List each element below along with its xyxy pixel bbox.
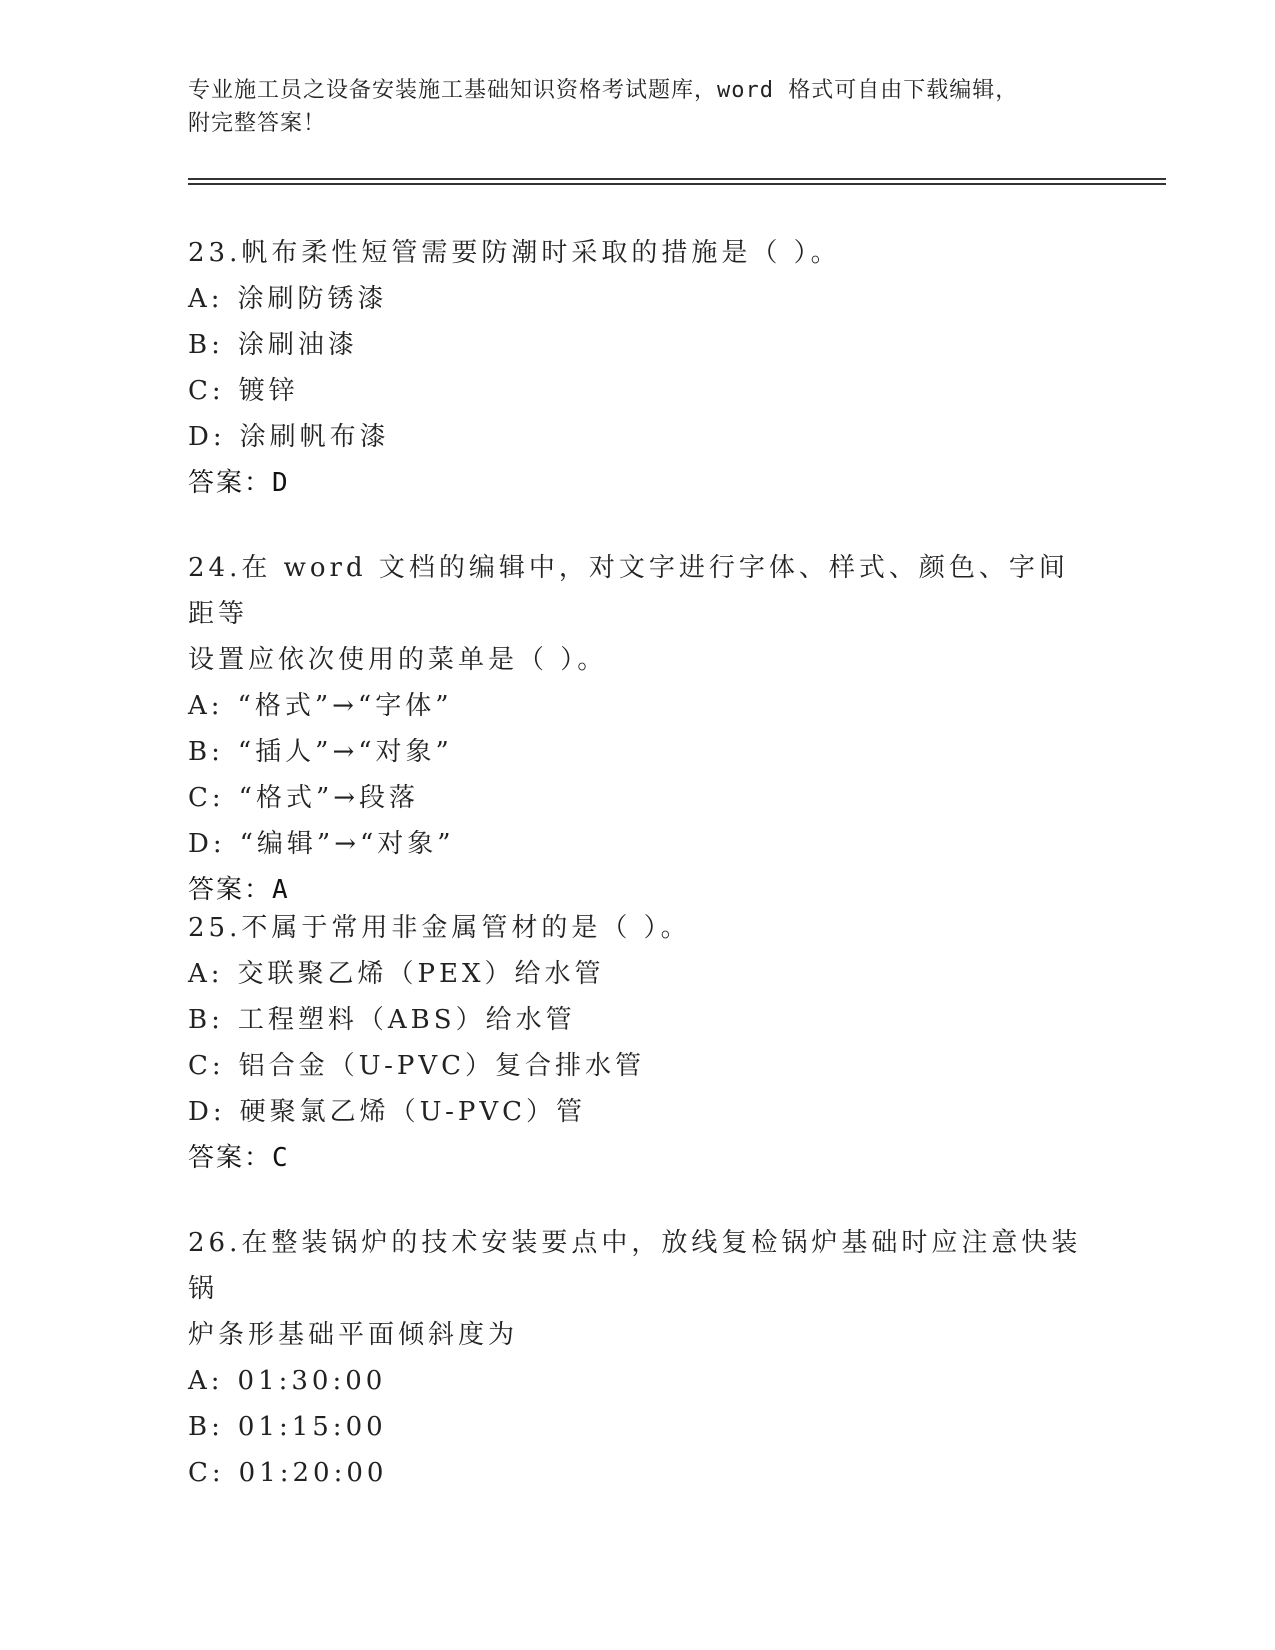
option-text: 硬聚氯乙烯（U-PVC）管 <box>239 1097 587 1127</box>
option-a <box>188 683 1088 729</box>
option-letter: D: <box>188 422 226 452</box>
question-25 <box>188 905 1088 1181</box>
option-c <box>188 368 1088 414</box>
question-26 <box>188 1220 1088 1496</box>
option-d <box>188 414 1088 460</box>
option-b <box>188 1404 1088 1450</box>
option-letter: C: <box>188 376 225 406</box>
option-letter: C: <box>188 783 225 813</box>
option-text: 工程塑料（ABS）给水管 <box>237 1005 576 1035</box>
option-text: 涂刷油漆 <box>237 330 358 360</box>
option-text: 涂刷帆布漆 <box>239 422 390 452</box>
option-a <box>188 276 1088 322</box>
header-line-2: 附完整答案！ <box>188 111 327 136</box>
option-text: 镀锌 <box>238 376 299 406</box>
option-letter: C: <box>188 1051 225 1081</box>
option-letter: D: <box>188 1097 226 1127</box>
option-d <box>188 1089 1088 1135</box>
option-text: “编辑”→“对象” <box>239 829 455 859</box>
option-c <box>188 1450 1088 1496</box>
option-text: “插人”→“对象” <box>237 737 453 767</box>
question-23 <box>188 230 1088 506</box>
option-letter: B: <box>188 1005 224 1035</box>
document-header <box>188 74 1068 140</box>
option-d <box>188 821 1088 867</box>
option-text: 01:30:00 <box>237 1366 387 1396</box>
option-text: 铝合金（U-PVC）复合排水管 <box>238 1051 646 1081</box>
answer-line: 答案：C <box>188 1143 290 1173</box>
option-text: “格式”→“字体” <box>237 691 453 721</box>
option-text: “格式”→段落 <box>238 783 420 813</box>
question-text-continued: 设置应依次使用的菜单是（ ）。 <box>188 645 608 675</box>
option-text: 涂刷防锈漆 <box>237 284 388 314</box>
option-text: 01:20:00 <box>238 1458 388 1488</box>
question-24 <box>188 545 1088 913</box>
question-text: 24.在 word 文档的编辑中，对文字进行字体、样式、颜色、字间距等 <box>188 553 1069 629</box>
option-c <box>188 775 1088 821</box>
option-letter: A: <box>188 691 224 721</box>
answer-line: 答案：D <box>188 468 290 498</box>
option-a <box>188 1358 1088 1404</box>
header-divider-bottom <box>188 183 1166 185</box>
option-letter: C: <box>188 1458 225 1488</box>
header-divider-top <box>188 178 1166 180</box>
question-text: 23.帆布柔性短管需要防潮时采取的措施是（ ）。 <box>188 238 841 268</box>
answer-line: 答案：A <box>188 875 290 905</box>
option-letter: A: <box>188 284 224 314</box>
option-letter: B: <box>188 1412 224 1442</box>
option-letter: A: <box>188 1366 224 1396</box>
question-text: 26.在整装锅炉的技术安装要点中，放线复检锅炉基础时应注意快装锅 <box>188 1228 1082 1304</box>
option-letter: D: <box>188 829 226 859</box>
option-letter: A: <box>188 959 224 989</box>
option-b <box>188 322 1088 368</box>
option-text: 交联聚乙烯（PEX）给水管 <box>237 959 605 989</box>
option-text: 01:15:00 <box>237 1412 387 1442</box>
option-c <box>188 1043 1088 1089</box>
option-a <box>188 951 1088 997</box>
header-line-1: 专业施工员之设备安装施工基础知识资格考试题库，word 格式可自由下载编辑， <box>188 78 1019 103</box>
question-text: 25.不属于常用非金属管材的是（ ）。 <box>188 913 691 943</box>
option-letter: B: <box>188 330 224 360</box>
option-b <box>188 729 1088 775</box>
option-b <box>188 997 1088 1043</box>
question-text-continued: 炉条形基础平面倾斜度为 <box>188 1320 519 1350</box>
option-letter: B: <box>188 737 224 767</box>
